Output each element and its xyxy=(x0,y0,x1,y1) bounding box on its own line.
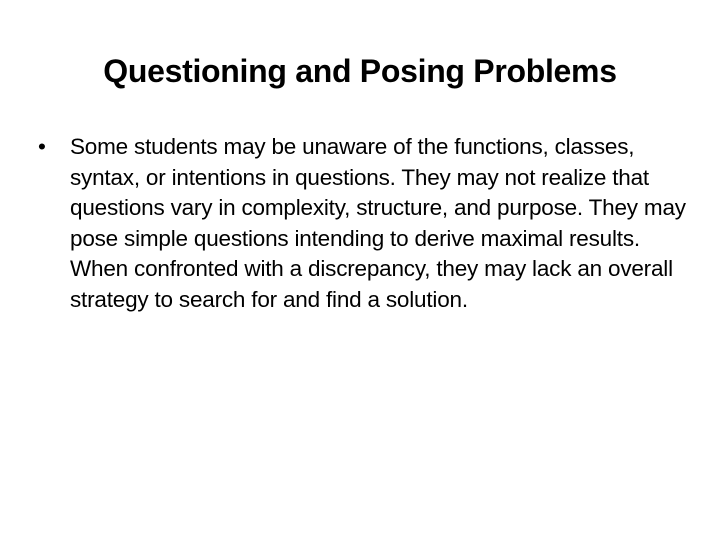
bullet-list xyxy=(38,132,688,316)
bullet-marker: • xyxy=(38,134,46,159)
bullet-text: Some students may be unaware of the functions, classes, syntax, or intentions in questions. They may not realize that questions vary in complexity, structure, and purpose. They may pose simple questions intending to derive maximal results. When confronted with a discrepancy, they may lack an overall strategy to search for and find a solution. xyxy=(70,134,686,312)
bullet-item xyxy=(38,132,688,316)
slide-title: Questioning and Posing Problems xyxy=(103,53,617,89)
